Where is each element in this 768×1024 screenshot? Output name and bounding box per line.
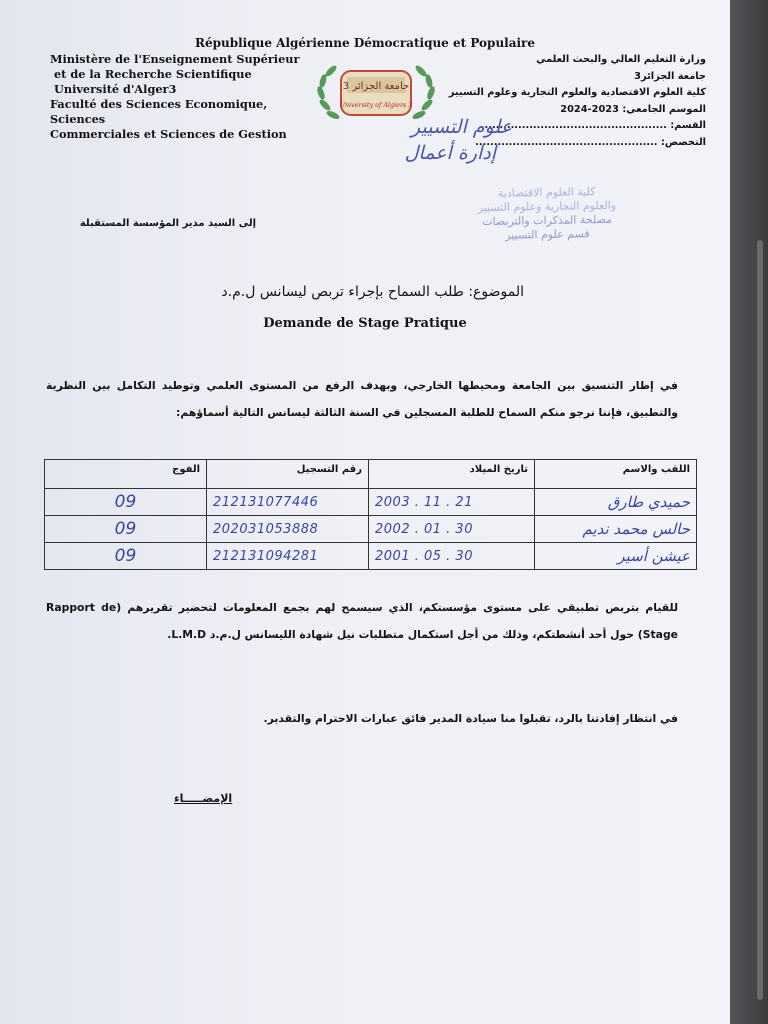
fr-ministry: Ministère de l'Enseignement Supérieur <box>50 52 300 66</box>
header-name: اللقب والاسم <box>535 460 697 489</box>
ar-ministry: وزارة التعليم العالي والبحث العلمي <box>536 54 706 65</box>
birthdate-cell: 2003 . 11 . 21 <box>369 489 535 516</box>
logo-arabic-text: جامعة الجزائر 3 <box>342 81 410 92</box>
republic-title: République Algérienne Démocratique et Populaire <box>194 36 536 50</box>
registration-cell: 202031053888 <box>207 516 369 543</box>
name-cell: حالس محمد نديم <box>535 516 697 543</box>
department-label: القسم: <box>670 120 706 131</box>
group-cell: 09 <box>45 489 207 516</box>
intro-paragraph: في إطار التنسيق بين الجامعة ومحيطها الخارجي، وبهدف الرفع من المستوى العلمي وتوطيد التكامل بين النظرية والتطبيق، فإننا نرجو منكم السماح للطلبة المسجلين في السنة الثالثة ليسانس التالية أسماؤهم: <box>46 379 678 419</box>
subject-line: الموضوع: طلب السماح بإجراء تربص ليسانس ل.م.د <box>221 284 524 300</box>
addressee: إلى السيد مدير المؤسسة المستقبلة <box>79 218 256 229</box>
fr-faculty-2: Commerciales et Sciences de Gestion <box>50 127 287 141</box>
students-table <box>44 459 697 570</box>
signature-label: الإمضـــــاء <box>174 792 233 805</box>
header-birthdate: تاريخ الميلاد <box>369 460 535 489</box>
name-cell: عيشن أسير <box>535 543 697 570</box>
table-row <box>45 489 697 516</box>
scrollbar[interactable] <box>757 240 763 1000</box>
name-cell: حميدي طارق <box>535 489 697 516</box>
ar-university: جامعة الجزائر3 <box>634 70 706 82</box>
header-registration: رقم التسجيل <box>207 460 369 489</box>
stamp-line-4: قسم علوم التسيير <box>505 227 590 242</box>
birthdate-cell: 2001 . 05 . 30 <box>369 543 535 570</box>
stamp-line-2: والعلوم التجارية وعلوم التسيير <box>477 198 617 215</box>
header-group: الفوج <box>45 460 207 489</box>
specialty-label: التخصص: <box>660 136 706 148</box>
stamp-line-1: كلية العلوم الاقتصادية <box>497 185 596 200</box>
stamp-line-3: مصلحة المذكرات والتربصات <box>482 212 613 229</box>
ar-department-row: القسم: ................................................. <box>484 120 706 131</box>
french-header <box>50 52 310 142</box>
registration-cell: 212131094281 <box>207 543 369 570</box>
table-header-row <box>45 460 697 489</box>
faculty-stamp <box>452 184 643 243</box>
ar-specialty-row: التخصص: ................................................. <box>475 136 706 148</box>
logo-english-text: University of Algiers 3 <box>339 101 413 109</box>
fr-faculty-1: Faculté des Sciences Economique, Sciences <box>50 97 268 126</box>
specialty-handwritten: إدارة أعمال <box>404 142 496 164</box>
table-row <box>45 543 697 570</box>
ar-season: الموسم الجامعي: 2023-2024 <box>560 103 706 115</box>
group-cell: 09 <box>45 516 207 543</box>
closing-line: في انتظار إفادتنا بالرد، تقبلوا منا سيادة المدير فائق عبارات الاحترام والتقدير. <box>263 712 678 725</box>
group-cell: 09 <box>45 543 207 570</box>
ar-faculty: كلية العلوم الاقتصادية والعلوم التجارية وعلوم التسيير <box>448 87 706 98</box>
table-row <box>45 516 697 543</box>
fr-university: Université d'Alger3 <box>54 82 177 96</box>
birthdate-cell: 2002 . 01 . 30 <box>369 516 535 543</box>
subject-french: Demande de Stage Pratique <box>263 316 467 331</box>
purpose-paragraph: للقيام بتربص تطبيقي على مستوى مؤسستكم، الذي سيسمح لهم بجمع المعلومات لتحضير تقريرهم (Rapport de Stage) حول أحد أنشطتكم، وذلك من أجل استكمال متطلبات نيل شهادة الليسانس ل.م.د L.M.D. <box>46 601 678 641</box>
department-handwritten: علوم التسيير <box>411 116 512 138</box>
registration-cell: 212131077446 <box>207 489 369 516</box>
fr-research: et de la Recherche Scientifique <box>54 67 252 81</box>
